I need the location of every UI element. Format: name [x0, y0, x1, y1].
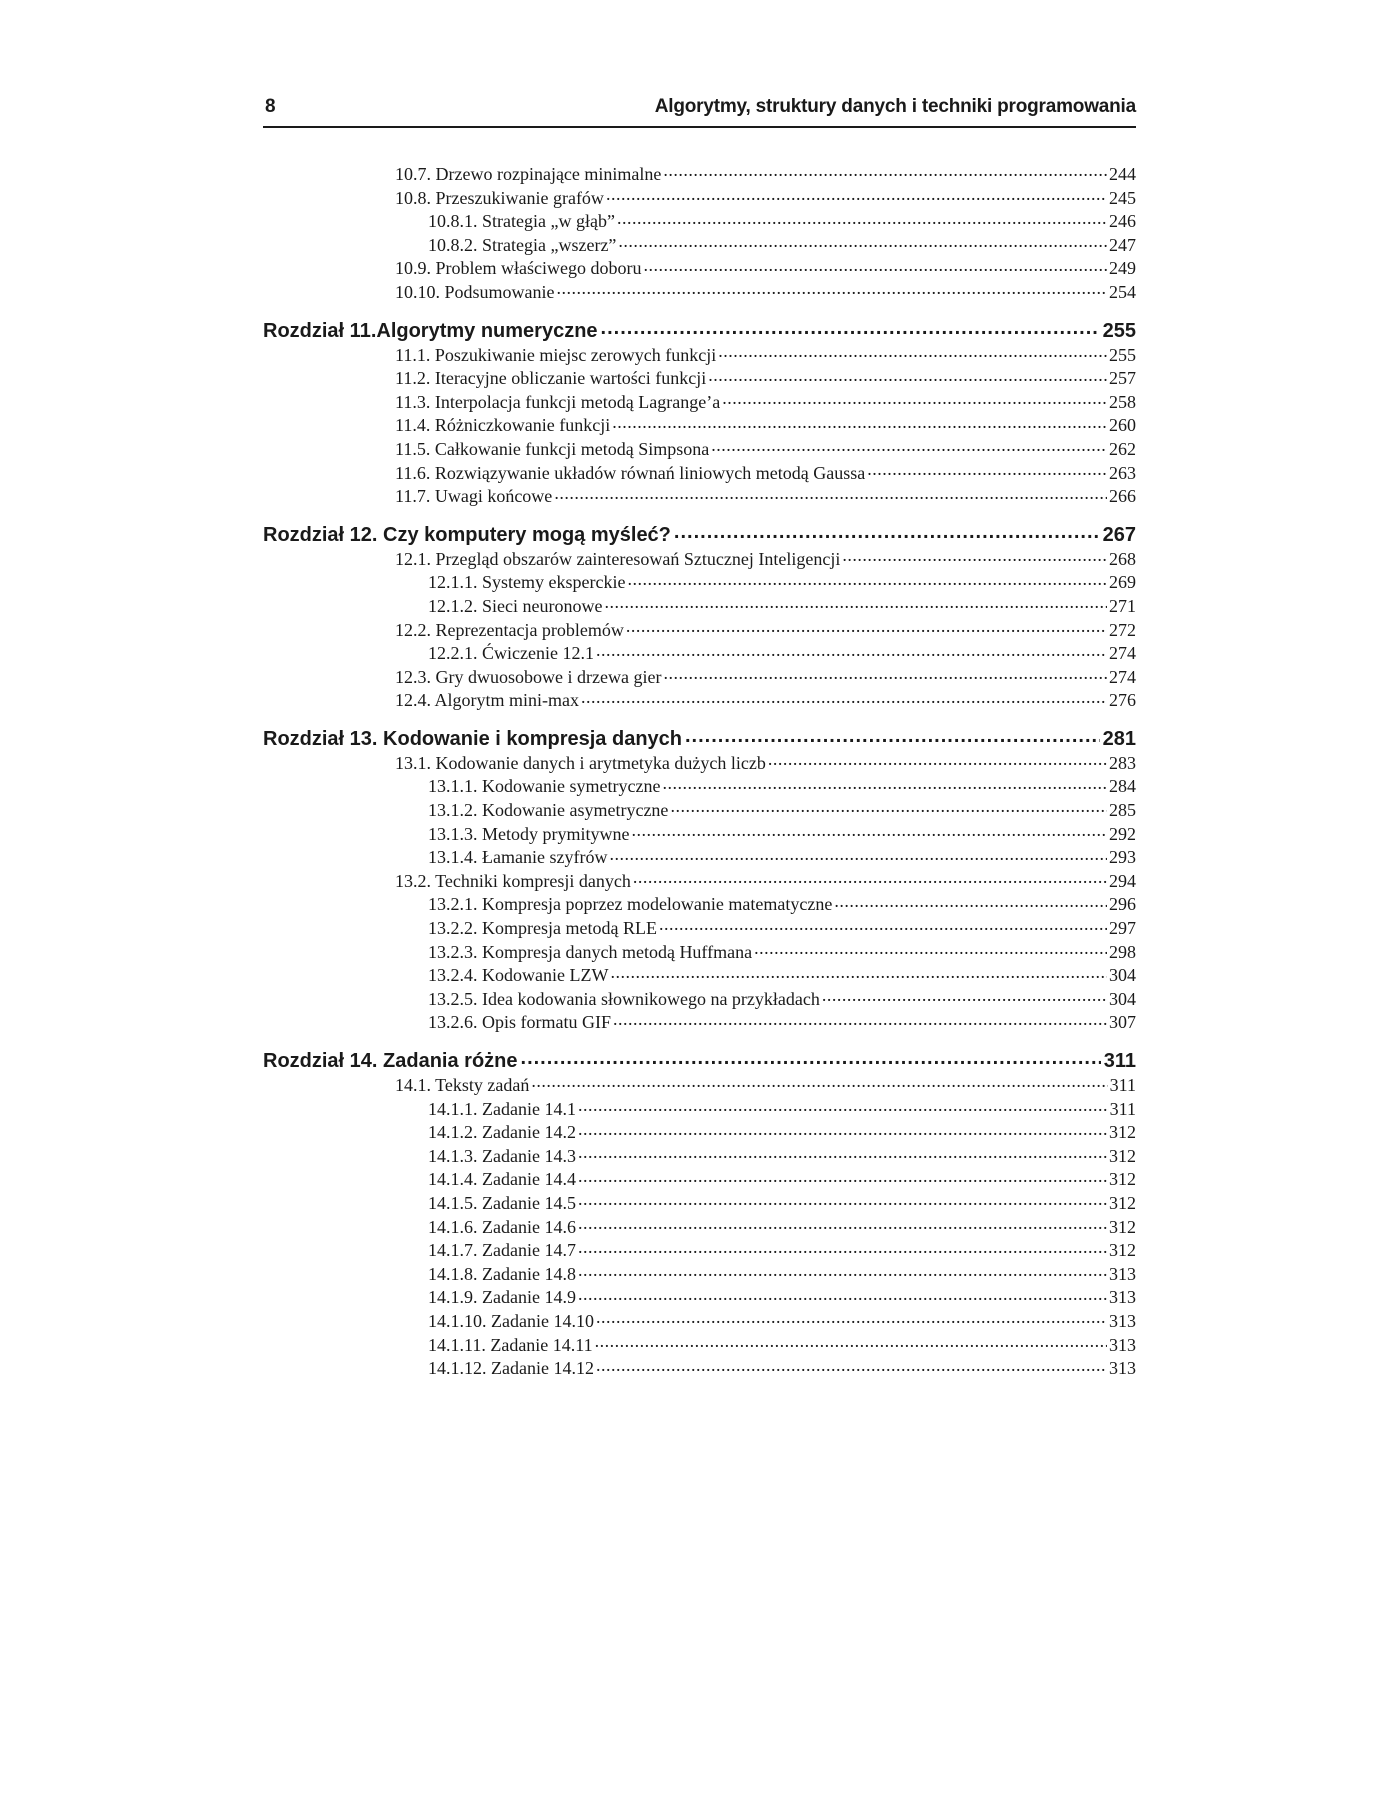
dot-leader — [606, 186, 1107, 204]
toc-section-entry — [263, 618, 1136, 642]
toc-entry-page-number: 249 — [1109, 258, 1136, 279]
toc-entry-page-number: 292 — [1109, 823, 1136, 844]
toc-entry-title: 13.2.6. Opis formatu GIF — [428, 1012, 611, 1033]
toc-entry-page-number: 254 — [1109, 281, 1136, 302]
toc-entry-page-number: 268 — [1109, 548, 1136, 569]
toc-entry-page-number: 258 — [1109, 391, 1136, 412]
toc-entry-title: 11.2. Iteracyjne obliczanie wartości funkcji — [395, 368, 707, 389]
toc-entry-title: Rozdział 12. Czy komputery mogą myśleć? — [263, 523, 671, 546]
toc-entry-title: 14.1.8. Zadanie 14.8 — [428, 1263, 576, 1284]
toc-entry-title: 13.1.1. Kodowanie symetryczne — [428, 776, 661, 797]
toc-entry-page-number: 274 — [1109, 666, 1136, 687]
book-title: Algorytmy, struktury danych i techniki programowania — [654, 96, 1136, 117]
toc-entry-title: 10.7. Drzewo rozpinające minimalne — [395, 164, 662, 184]
toc-entry-page-number: 255 — [1109, 344, 1136, 365]
toc-section-entry — [263, 162, 1136, 186]
toc-entry-page-number: 284 — [1109, 776, 1136, 797]
toc-section-entry — [263, 665, 1136, 689]
toc-entry-title: 11.1. Poszukiwanie miejsc zerowych funkcji — [395, 344, 717, 365]
dot-leader — [633, 869, 1107, 887]
toc-entry-title: Rozdział 14. Zadania różne — [263, 1050, 518, 1072]
toc-entry-title: 14.1.10. Zadanie 14.10 — [428, 1310, 594, 1331]
toc-subsection-entry — [263, 892, 1136, 916]
dot-leader — [626, 618, 1107, 636]
toc-entry-page-number: 257 — [1109, 368, 1136, 389]
dot-leader — [578, 1238, 1107, 1256]
toc-entry-page-number: 272 — [1109, 619, 1136, 640]
toc-entry-title: 10.10. Podsumowanie — [395, 281, 555, 302]
toc-entry-page-number: 311 — [1103, 1050, 1136, 1072]
toc-entry-page-number: 285 — [1109, 800, 1136, 821]
dot-leader — [581, 688, 1107, 706]
toc-section-entry — [263, 751, 1136, 775]
toc-entry-page-number: 312 — [1109, 1169, 1136, 1190]
toc-entry-page-number: 269 — [1109, 572, 1136, 593]
toc-subsection-entry — [263, 963, 1136, 987]
dot-leader — [578, 1167, 1107, 1185]
toc-subsection-entry — [263, 1010, 1136, 1034]
dot-leader — [659, 916, 1107, 934]
toc-entry-page-number: 304 — [1109, 988, 1136, 1009]
toc-section-entry — [263, 256, 1136, 280]
dot-leader — [578, 1120, 1107, 1138]
toc-entry-page-number: 313 — [1109, 1358, 1136, 1379]
toc-entry-page-number: 313 — [1109, 1334, 1136, 1355]
toc-entry-title: 14.1. Teksty zadań — [395, 1075, 530, 1095]
toc-entry-page-number: 281 — [1102, 727, 1136, 750]
toc-subsection-entry — [263, 1262, 1136, 1286]
dot-leader — [631, 822, 1107, 840]
toc-entry-title: 11.6. Rozwiązywanie układów równań liniowych metodą Gaussa — [395, 462, 866, 483]
toc-entry-page-number: 262 — [1109, 438, 1136, 459]
toc-subsection-entry — [263, 1144, 1136, 1168]
dot-leader — [867, 461, 1107, 479]
toc-entry-title: 13.1.4. Łamanie szyfrów — [428, 847, 608, 868]
dot-leader — [663, 665, 1107, 683]
toc-subsection-entry — [263, 1215, 1136, 1239]
toc-entry-title: 12.3. Gry dwuosobowe i drzewa gier — [395, 666, 662, 687]
toc-subsection-entry — [263, 1238, 1136, 1262]
dot-leader — [596, 1309, 1107, 1327]
toc-entry-title: 12.4. Algorytm mini-max — [395, 690, 579, 711]
toc-entry-title: 11.7. Uwagi końcowe — [395, 486, 553, 507]
dot-leader — [531, 1073, 1107, 1091]
toc-entry-page-number: 260 — [1109, 415, 1136, 436]
dot-leader — [718, 343, 1107, 361]
toc-entry-title: Rozdział 13. Kodowanie i kompresja danych — [263, 727, 682, 750]
toc-entry-title: 14.1.1. Zadanie 14.1 — [428, 1098, 576, 1119]
toc-entry-page-number: 255 — [1102, 319, 1136, 342]
toc-entry-title: 13.2.1. Kompresja poprzez modelowanie matematyczne — [428, 894, 833, 915]
toc-subsection-entry — [263, 1097, 1136, 1121]
page-number: 8 — [265, 96, 276, 117]
toc-entry-page-number: 244 — [1109, 164, 1136, 184]
toc-subsection-entry — [263, 1333, 1136, 1357]
toc-section-entry — [263, 366, 1136, 390]
toc-entry-page-number: 312 — [1109, 1122, 1136, 1143]
toc-entry-title: 14.1.12. Zadanie 14.12 — [428, 1358, 594, 1379]
running-header — [263, 96, 1136, 128]
toc-entry-page-number: 313 — [1109, 1263, 1136, 1284]
toc-entry-title: 11.3. Interpolacja funkcji metodą Lagrange’a — [395, 391, 721, 412]
toc-entry-page-number: 266 — [1109, 486, 1136, 507]
toc-entry-title: 12.1.1. Systemy eksperckie — [428, 572, 626, 593]
toc-entry-page-number: 276 — [1109, 690, 1136, 711]
dot-leader — [554, 484, 1107, 502]
table-of-contents — [263, 162, 1136, 1380]
toc-entry-page-number: 271 — [1109, 595, 1136, 616]
toc-entry-title: 14.1.7. Zadanie 14.7 — [428, 1240, 576, 1261]
dot-leader — [578, 1215, 1107, 1233]
toc-section-entry — [263, 1073, 1136, 1097]
toc-entry-title: 14.1.9. Zadanie 14.9 — [428, 1287, 576, 1308]
toc-subsection-entry — [263, 641, 1136, 665]
toc-subsection-entry — [263, 1309, 1136, 1333]
toc-entry-page-number: 311 — [1109, 1075, 1136, 1095]
dot-leader — [663, 162, 1107, 180]
toc-section-entry — [263, 437, 1136, 461]
toc-entry-title: 14.1.11. Zadanie 14.11 — [428, 1334, 593, 1355]
toc-entry-page-number: 245 — [1109, 187, 1136, 208]
toc-entry-title: 10.8. Przeszukiwanie grafów — [395, 187, 604, 208]
toc-entry-page-number: 312 — [1109, 1192, 1136, 1213]
dot-leader — [834, 892, 1107, 910]
toc-entry-title: 10.8.1. Strategia „w głąb” — [428, 211, 615, 232]
toc-subsection-entry — [263, 1120, 1136, 1144]
toc-section-entry — [263, 390, 1136, 414]
toc-subsection-entry — [263, 774, 1136, 798]
dot-leader — [596, 641, 1107, 659]
dot-leader — [643, 256, 1107, 274]
toc-entry-title: 14.1.4. Zadanie 14.4 — [428, 1169, 576, 1190]
toc-section-entry — [263, 413, 1136, 437]
toc-subsection-entry — [263, 940, 1136, 964]
toc-section-entry — [263, 547, 1136, 571]
toc-section-entry — [263, 869, 1136, 893]
toc-entry-title: 10.9. Problem właściwego doboru — [395, 258, 642, 279]
dot-leader — [613, 1010, 1107, 1028]
toc-section-entry — [263, 186, 1136, 210]
toc-subsection-entry — [263, 209, 1136, 233]
toc-entry-page-number: 294 — [1109, 870, 1136, 891]
toc-section-entry — [263, 688, 1136, 712]
toc-entry-title: 14.1.2. Zadanie 14.2 — [428, 1122, 576, 1143]
dot-leader — [578, 1285, 1107, 1303]
toc-entry-page-number: 312 — [1109, 1240, 1136, 1261]
dot-leader — [612, 413, 1107, 431]
toc-section-entry — [263, 343, 1136, 367]
dot-leader — [557, 280, 1108, 298]
dot-leader — [618, 233, 1107, 251]
toc-entry-title: 13.1. Kodowanie danych i arytmetyka dużych liczb — [395, 752, 766, 773]
toc-entry-title: 12.1.2. Sieci neuronowe — [428, 595, 603, 616]
toc-entry-title: 14.1.5. Zadanie 14.5 — [428, 1192, 576, 1213]
dot-leader — [578, 1097, 1108, 1115]
toc-entry-title: 12.1. Przegląd obszarów zainteresowań Sztucznej Inteligencji — [395, 548, 841, 569]
toc-entry-page-number: 312 — [1109, 1145, 1136, 1166]
dot-leader — [754, 940, 1107, 958]
dot-leader — [674, 521, 1100, 541]
toc-subsection-entry — [263, 233, 1136, 257]
toc-entry-page-number: 274 — [1109, 643, 1136, 664]
toc-entry-page-number: 283 — [1109, 752, 1136, 773]
toc-subsection-entry — [263, 594, 1136, 618]
toc-entry-title: 12.2.1. Ćwiczenie 12.1 — [428, 643, 594, 664]
dot-leader — [627, 570, 1107, 588]
dot-leader — [768, 751, 1107, 769]
toc-subsection-entry — [263, 987, 1136, 1011]
toc-chapter-heading — [263, 1047, 1136, 1073]
toc-subsection-entry — [263, 1167, 1136, 1191]
toc-entry-title: 12.2. Reprezentacja problemów — [395, 619, 624, 640]
toc-subsection-entry — [263, 1191, 1136, 1215]
dot-leader — [670, 798, 1107, 816]
toc-entry-title: 13.1.2. Kodowanie asymetryczne — [428, 800, 669, 821]
toc-entry-page-number: 297 — [1109, 918, 1136, 939]
toc-entry-page-number: 267 — [1102, 523, 1136, 546]
dot-leader — [842, 547, 1107, 565]
dot-leader — [708, 366, 1107, 384]
dot-leader — [595, 1333, 1107, 1351]
toc-subsection-entry — [263, 798, 1136, 822]
dot-leader — [578, 1191, 1107, 1209]
toc-entry-page-number: 246 — [1109, 211, 1136, 232]
dot-leader — [578, 1144, 1107, 1162]
toc-subsection-entry — [263, 1356, 1136, 1380]
dot-leader — [722, 390, 1107, 408]
toc-entry-title: 13.2.2. Kompresja metodą RLE — [428, 918, 657, 939]
toc-entry-page-number: 293 — [1109, 847, 1136, 868]
toc-chapter-heading — [263, 521, 1136, 547]
toc-entry-page-number: 298 — [1109, 941, 1136, 962]
toc-section-entry — [263, 280, 1136, 304]
dot-leader — [617, 209, 1107, 227]
dot-leader — [596, 1356, 1107, 1374]
toc-entry-title: 14.1.6. Zadanie 14.6 — [428, 1216, 576, 1237]
dot-leader — [711, 437, 1107, 455]
toc-entry-title: 13.2. Techniki kompresji danych — [395, 870, 631, 891]
dot-leader — [685, 725, 1100, 745]
toc-subsection-entry — [263, 916, 1136, 940]
toc-chapter-heading — [263, 317, 1136, 343]
toc-entry-title: 14.1.3. Zadanie 14.3 — [428, 1145, 576, 1166]
toc-entry-page-number: 313 — [1109, 1287, 1136, 1308]
toc-entry-page-number: 311 — [1109, 1098, 1136, 1119]
toc-entry-page-number: 304 — [1109, 965, 1136, 986]
toc-chapter-heading — [263, 725, 1136, 751]
toc-subsection-entry — [263, 845, 1136, 869]
toc-entry-title: 11.5. Całkowanie funkcji metodą Simpsona — [395, 438, 710, 459]
toc-subsection-entry — [263, 822, 1136, 846]
toc-entry-title: 13.2.4. Kodowanie LZW — [428, 965, 609, 986]
dot-leader — [601, 317, 1100, 337]
toc-entry-page-number: 312 — [1109, 1216, 1136, 1237]
toc-entry-page-number: 247 — [1109, 234, 1136, 255]
toc-entry-title: 10.8.2. Strategia „wszerz” — [428, 234, 617, 255]
toc-entry-page-number: 313 — [1109, 1310, 1136, 1331]
toc-entry-page-number: 296 — [1109, 894, 1136, 915]
toc-subsection-entry — [263, 570, 1136, 594]
dot-leader — [604, 594, 1107, 612]
dot-leader — [662, 774, 1107, 792]
dot-leader — [578, 1262, 1107, 1280]
toc-section-entry — [263, 484, 1136, 508]
toc-section-entry — [263, 461, 1136, 485]
toc-entry-title: 13.2.5. Idea kodowania słownikowego na przykładach — [428, 988, 820, 1009]
toc-entry-title: Rozdział 11.Algorytmy numeryczne — [263, 319, 598, 342]
toc-entry-page-number: 307 — [1109, 1012, 1136, 1033]
dot-leader — [610, 963, 1107, 981]
dot-leader — [609, 845, 1107, 863]
toc-entry-page-number: 263 — [1109, 462, 1136, 483]
toc-entry-title: 13.1.3. Metody prymitywne — [428, 823, 630, 844]
toc-subsection-entry — [263, 1285, 1136, 1309]
dot-leader — [822, 987, 1107, 1005]
dot-leader — [521, 1047, 1101, 1067]
toc-entry-title: 11.4. Różniczkowanie funkcji — [395, 415, 611, 436]
toc-entry-title: 13.2.3. Kompresja danych metodą Huffmana — [428, 941, 753, 962]
